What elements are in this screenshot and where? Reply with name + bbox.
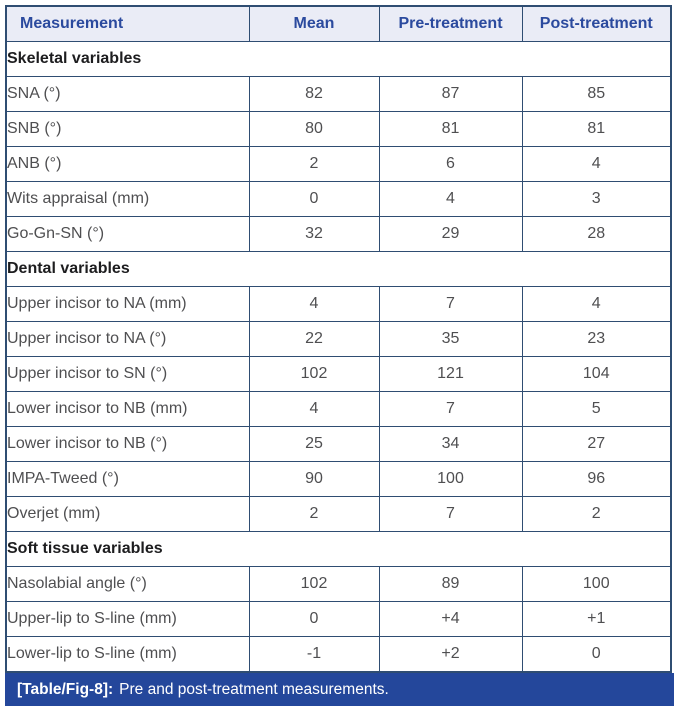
value-cell: 4 [249, 392, 379, 427]
table-row [6, 357, 671, 392]
measurement-label: ANB (°) [6, 147, 249, 182]
value-cell: 0 [249, 182, 379, 217]
value-cell: 2 [522, 497, 671, 532]
measurement-label: Overjet (mm) [6, 497, 249, 532]
value-cell: 102 [249, 357, 379, 392]
value-cell: 104 [522, 357, 671, 392]
value-cell: 4 [249, 287, 379, 322]
value-cell: 100 [522, 567, 671, 602]
value-cell: 4 [379, 182, 522, 217]
measurement-label: Upper incisor to NA (mm) [6, 287, 249, 322]
table-row [6, 462, 671, 497]
section-title: Skeletal variables [6, 42, 671, 77]
value-cell: +2 [379, 637, 522, 673]
table-header [6, 6, 671, 42]
value-cell: 96 [522, 462, 671, 497]
measurement-label: Wits appraisal (mm) [6, 182, 249, 217]
value-cell: 7 [379, 497, 522, 532]
measurements-table [5, 5, 672, 673]
caption-text: Pre and post-treatment measurements. [119, 680, 389, 698]
section-title: Dental variables [6, 252, 671, 287]
measurement-label: SNB (°) [6, 112, 249, 147]
table-row [6, 497, 671, 532]
table-row [6, 112, 671, 147]
value-cell: 29 [379, 217, 522, 252]
value-cell: +4 [379, 602, 522, 637]
table-row [6, 602, 671, 637]
header-post-treatment: Post-treatment [522, 6, 671, 42]
value-cell: 82 [249, 77, 379, 112]
table-row [6, 77, 671, 112]
value-cell: 89 [379, 567, 522, 602]
value-cell: 6 [379, 147, 522, 182]
value-cell: 80 [249, 112, 379, 147]
section-row [6, 42, 671, 77]
measurement-label: IMPA-Tweed (°) [6, 462, 249, 497]
value-cell: 4 [522, 147, 671, 182]
measurement-label: Nasolabial angle (°) [6, 567, 249, 602]
measurement-label: Lower incisor to NB (mm) [6, 392, 249, 427]
table-row [6, 182, 671, 217]
table-row [6, 427, 671, 462]
value-cell: 34 [379, 427, 522, 462]
table-body [6, 42, 671, 673]
value-cell: 121 [379, 357, 522, 392]
value-cell: 87 [379, 77, 522, 112]
measurement-label: Upper-lip to S-line (mm) [6, 602, 249, 637]
table-row [6, 637, 671, 673]
table-caption [5, 673, 674, 706]
section-title: Soft tissue variables [6, 532, 671, 567]
table-row [6, 567, 671, 602]
value-cell: 81 [379, 112, 522, 147]
value-cell: 27 [522, 427, 671, 462]
table-row [6, 392, 671, 427]
value-cell: 0 [522, 637, 671, 673]
value-cell: 102 [249, 567, 379, 602]
value-cell: 22 [249, 322, 379, 357]
value-cell: 7 [379, 392, 522, 427]
table-row [6, 217, 671, 252]
value-cell: 2 [249, 497, 379, 532]
value-cell: 5 [522, 392, 671, 427]
table-row [6, 322, 671, 357]
value-cell: 4 [522, 287, 671, 322]
header-pre-treatment: Pre-treatment [379, 6, 522, 42]
measurement-label: Lower-lip to S-line (mm) [6, 637, 249, 673]
measurement-label: Lower incisor to NB (°) [6, 427, 249, 462]
measurement-label: SNA (°) [6, 77, 249, 112]
caption-label: [Table/Fig-8]: [17, 680, 114, 698]
measurement-label: Upper incisor to SN (°) [6, 357, 249, 392]
value-cell: -1 [249, 637, 379, 673]
value-cell: 35 [379, 322, 522, 357]
value-cell: 90 [249, 462, 379, 497]
value-cell: 85 [522, 77, 671, 112]
header-measurement: Measurement [6, 6, 249, 42]
value-cell: 32 [249, 217, 379, 252]
value-cell: 25 [249, 427, 379, 462]
section-row [6, 532, 671, 567]
value-cell: 100 [379, 462, 522, 497]
value-cell: 28 [522, 217, 671, 252]
value-cell: 7 [379, 287, 522, 322]
value-cell: +1 [522, 602, 671, 637]
header-mean: Mean [249, 6, 379, 42]
measurement-label: Go-Gn-SN (°) [6, 217, 249, 252]
table-row [6, 287, 671, 322]
value-cell: 0 [249, 602, 379, 637]
value-cell: 81 [522, 112, 671, 147]
table-row [6, 147, 671, 182]
measurement-label: Upper incisor to NA (°) [6, 322, 249, 357]
section-row [6, 252, 671, 287]
value-cell: 3 [522, 182, 671, 217]
value-cell: 2 [249, 147, 379, 182]
header-row [6, 6, 671, 42]
value-cell: 23 [522, 322, 671, 357]
